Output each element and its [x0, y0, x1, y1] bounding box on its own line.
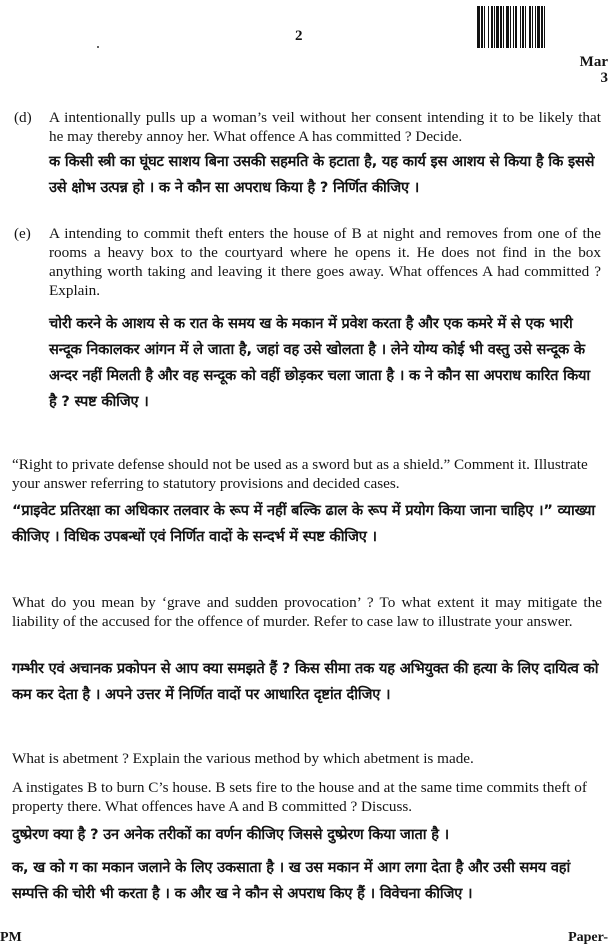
question-abetment-english-2: A instigates B to burn C’s house. B sets fire to the house and at the same time commits theft of property there. What offences have A and B committed ? Discuss.	[12, 779, 587, 815]
page-number: 2	[295, 28, 303, 44]
question-abetment-hindi-1: दुष्प्रेरण क्या है ? उन अनेक तरीकों का वर्णन कीजिए जिससे दुष्प्रेरण किया जाता है ।	[12, 826, 450, 843]
barcode-icon	[477, 6, 608, 48]
question-provocation-english: What do you mean by ‘grave and sudden provocation’ ? To what extent it may mitigate the liability of the accused for the offence of murder. Refer to case law to illustrate your answer.	[12, 594, 602, 630]
question-private-defense-english: “Right to private defense should not be used as a sword but as a shield.” Comment it. Illustrate your answer referring to statutory provisions and decided cases.	[12, 456, 588, 492]
question-e-label: (e)	[14, 225, 31, 242]
question-private-defense-hindi: “प्राइवेट प्रतिरक्षा का अधिकार तलवार के रूप में नहीं बल्कि ढाल के रूप में प्रयोग किया जाना चाहिए ।” व्याख्या कीजिए । विधिक उपबन्धों एवं निर्णित वादों के सन्दर्भ में स्पष्ट कीजिए ।	[12, 502, 596, 545]
question-e-hindi: चोरी करने के आशय से क रात के समय ख के मकान में प्रवेश करता है और एक कमरे में से एक भारी सन्दूक निकालकर आंगन में ले जाता है, जहां वह उसे खोलता है । लेने योग्य कोई भी वस्तु उसे सन्दूक के अन्दर नहीं मिलती है और वह सन्दूक को वहीं छोड़कर चला जाता है । क ने कौन सा अपराध कारित किया है ? स्पष्ट कीजिए ।	[49, 315, 591, 410]
question-d-label: (d)	[14, 109, 32, 126]
question-d-hindi: क किसी स्त्री का घूंघट साशय बिना उसकी सहमति के हटाता है, यह कार्य इस आशय से किया है कि इससे उसे क्षोभ उत्पन्न हो । क ने कौन सा अपराध किया है ? निर्णित कीजिए ।	[49, 153, 595, 196]
question-d-english: A intentionally pulls up a woman’s veil without her consent intending it to be likely that he may thereby annoy her. What offence A has committed ? Decide.	[49, 109, 601, 145]
question-provocation-hindi: गम्भीर एवं अचानक प्रकोपन से आप क्या समझते हैं ? किस सीमा तक यह अभियुक्त की हत्या के लिए दायित्व को कम कर देता है । अपने उत्तर में निर्णित वादों पर आधारित दृष्टांत दीजिए ।	[12, 660, 599, 703]
corner-label	[580, 54, 608, 86]
question-e-english: A intending to commit theft enters the house of B at night and removes from one of the rooms a heavy box to the courtyard where he opens it. He does not find in the box anything worth taking and leaving it there goes away. What offences A had committed ? Explain.	[49, 225, 601, 299]
scan-speck	[97, 46, 99, 48]
question-abetment-hindi-2: क, ख को ग का मकान जलाने के लिए उकसाता है । ख उस मकान में आग लगा देता है और उसी समय वहां सम्पत्ति की चोरी भी करता है । क और ख ने कौन से अपराध किए हैं । विवेचना कीजिए ।	[12, 859, 571, 902]
footer-left: PM	[0, 930, 22, 945]
barcode-bar	[545, 6, 547, 48]
corner-line-1: Mar	[579, 54, 608, 70]
footer-right: Paper-	[568, 930, 608, 945]
question-abetment-english-1: What is abetment ? Explain the various method by which abetment is made.	[12, 750, 474, 767]
corner-line-2: 3	[600, 70, 608, 86]
